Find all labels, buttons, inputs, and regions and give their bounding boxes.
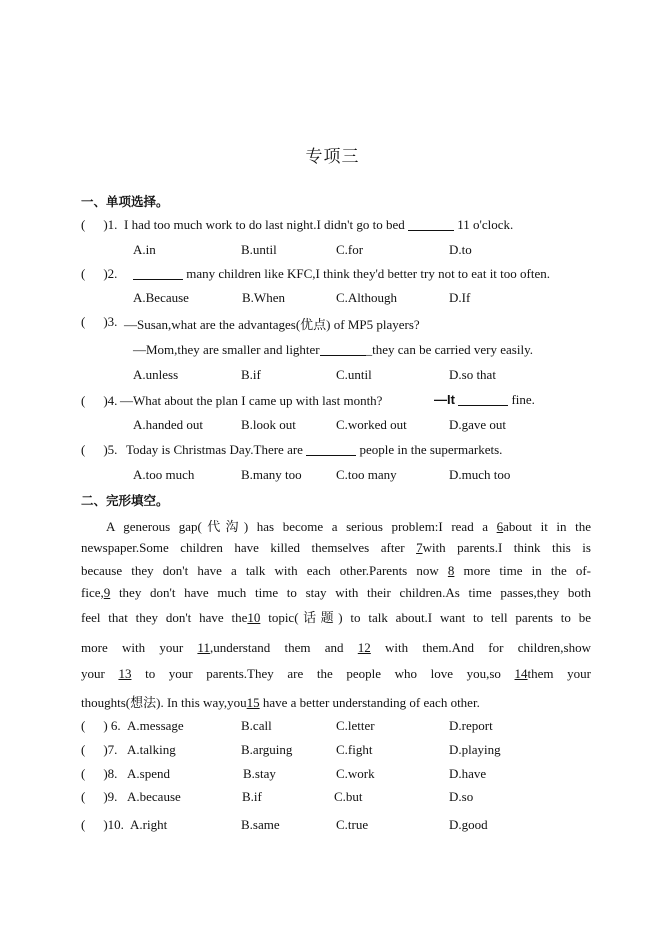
question-stem: —Susan,what are the advantages(优点) of MP5 players? (124, 317, 420, 332)
option-a[interactable]: A.right (130, 817, 168, 832)
answer-paren[interactable]: ( )5. (81, 442, 118, 457)
option-d[interactable]: D.If (449, 290, 471, 305)
option-d[interactable]: D.playing (449, 742, 501, 757)
section-heading-2: 二、完形填空。 (81, 493, 169, 508)
option-d[interactable]: D.report (449, 718, 493, 733)
passage-line: newspaper.Some children have killed themselves after 7with parents.I think this is (81, 540, 591, 555)
answer-paren[interactable]: ( )8. (81, 766, 118, 781)
option-d[interactable]: D.gave out (449, 417, 507, 432)
question-stem: many children like KFC,I think they'd better try not to eat it too often. (133, 266, 550, 282)
question-stem: I had too much work to do last night.I didn't go to bed 11 o'clock. (124, 217, 514, 232)
answer-paren[interactable]: ( )7. (81, 742, 118, 757)
question-stem-line2: —Mom,they are smaller and lighter _they can be carried very easily. (133, 342, 533, 357)
option-c[interactable]: C.letter (336, 718, 375, 733)
option-d[interactable]: D.have (449, 766, 487, 781)
option-b[interactable]: B.same (241, 817, 280, 832)
option-d[interactable]: D.good (449, 817, 488, 832)
option-a[interactable]: A.handed out (133, 417, 204, 432)
option-b[interactable]: B.look out (241, 417, 296, 432)
option-c[interactable]: C.until (336, 367, 372, 382)
answer-paren[interactable]: ( )10. (81, 817, 124, 832)
option-c[interactable]: C.for (336, 242, 364, 257)
option-b[interactable]: B.When (242, 290, 285, 305)
option-b[interactable]: B.if (242, 789, 262, 804)
option-c[interactable]: C.too many (336, 467, 397, 482)
option-c[interactable]: C.but (334, 789, 363, 804)
answer-blank[interactable] (306, 443, 356, 456)
passage-line: more with your 11,understand them and 12 with them.And for children,show (81, 640, 591, 655)
option-a[interactable]: A.because (127, 789, 181, 804)
option-a[interactable]: A.spend (127, 766, 170, 781)
option-d[interactable]: D.so that (449, 367, 496, 382)
option-a[interactable]: A.unless (133, 367, 179, 382)
answer-paren[interactable]: ( )3. (81, 314, 118, 329)
option-d[interactable]: D.so (449, 789, 474, 804)
option-c[interactable]: C.work (336, 766, 375, 781)
option-a[interactable]: A.too much (133, 467, 195, 482)
page-title: 专项三 (305, 147, 360, 167)
option-c[interactable]: C.true (336, 817, 369, 832)
answer-paren[interactable]: ( )2. (81, 266, 118, 281)
option-d[interactable]: D.much too (449, 467, 511, 482)
passage-line: feel that they don't have the10 topic(话题) to talk about.I want to tell parents to be (81, 610, 591, 625)
answer-blank[interactable] (320, 343, 366, 356)
option-d[interactable]: D.to (449, 242, 472, 257)
passage-line: A generous gap(代沟) has become a serious problem:I read a 6about it in the (106, 519, 591, 534)
question-stem: Today is Christmas Day.There are people in the supermarkets. (126, 442, 503, 457)
question-stem-tail: —It fine. (434, 392, 535, 407)
passage-line: because they don't have a talk with each other.Parents now 8 more time in the of- (81, 563, 591, 578)
option-a[interactable]: A.talking (127, 742, 176, 757)
passage-line: fice,9 they don't have much time to stay with their children.As time passes,they both (81, 585, 591, 600)
option-c[interactable]: C.fight (336, 742, 373, 757)
answer-paren[interactable]: ( ) 6. (81, 718, 121, 733)
option-b[interactable]: B.until (241, 242, 277, 257)
answer-blank[interactable] (458, 393, 508, 406)
answer-paren[interactable]: ( )4. (81, 393, 118, 408)
section-heading-1: 一、单项选择。 (81, 194, 169, 209)
answer-paren[interactable]: ( )1. (81, 217, 118, 232)
answer-paren[interactable]: ( )9. (81, 789, 118, 804)
option-b[interactable]: B.many too (241, 467, 302, 482)
option-c[interactable]: C.worked out (336, 417, 407, 432)
option-b[interactable]: B.arguing (241, 742, 293, 757)
option-b[interactable]: B.if (241, 367, 261, 382)
option-c[interactable]: C.Although (336, 290, 398, 305)
passage-line: your 13 to your parents.They are the people who love you,so 14them your (81, 666, 591, 681)
option-a[interactable]: A.in (133, 242, 156, 257)
answer-blank[interactable] (408, 218, 454, 231)
passage-line: thoughts(想法). In this way,you15 have a better understanding of each other. (81, 695, 480, 710)
option-b[interactable]: B.stay (243, 766, 276, 781)
option-a[interactable]: A.message (127, 718, 184, 733)
option-b[interactable]: B.call (241, 718, 272, 733)
question-stem: —What about the plan I came up with last month? (120, 393, 383, 408)
option-a[interactable]: A.Because (133, 290, 189, 305)
answer-blank[interactable] (133, 267, 183, 280)
